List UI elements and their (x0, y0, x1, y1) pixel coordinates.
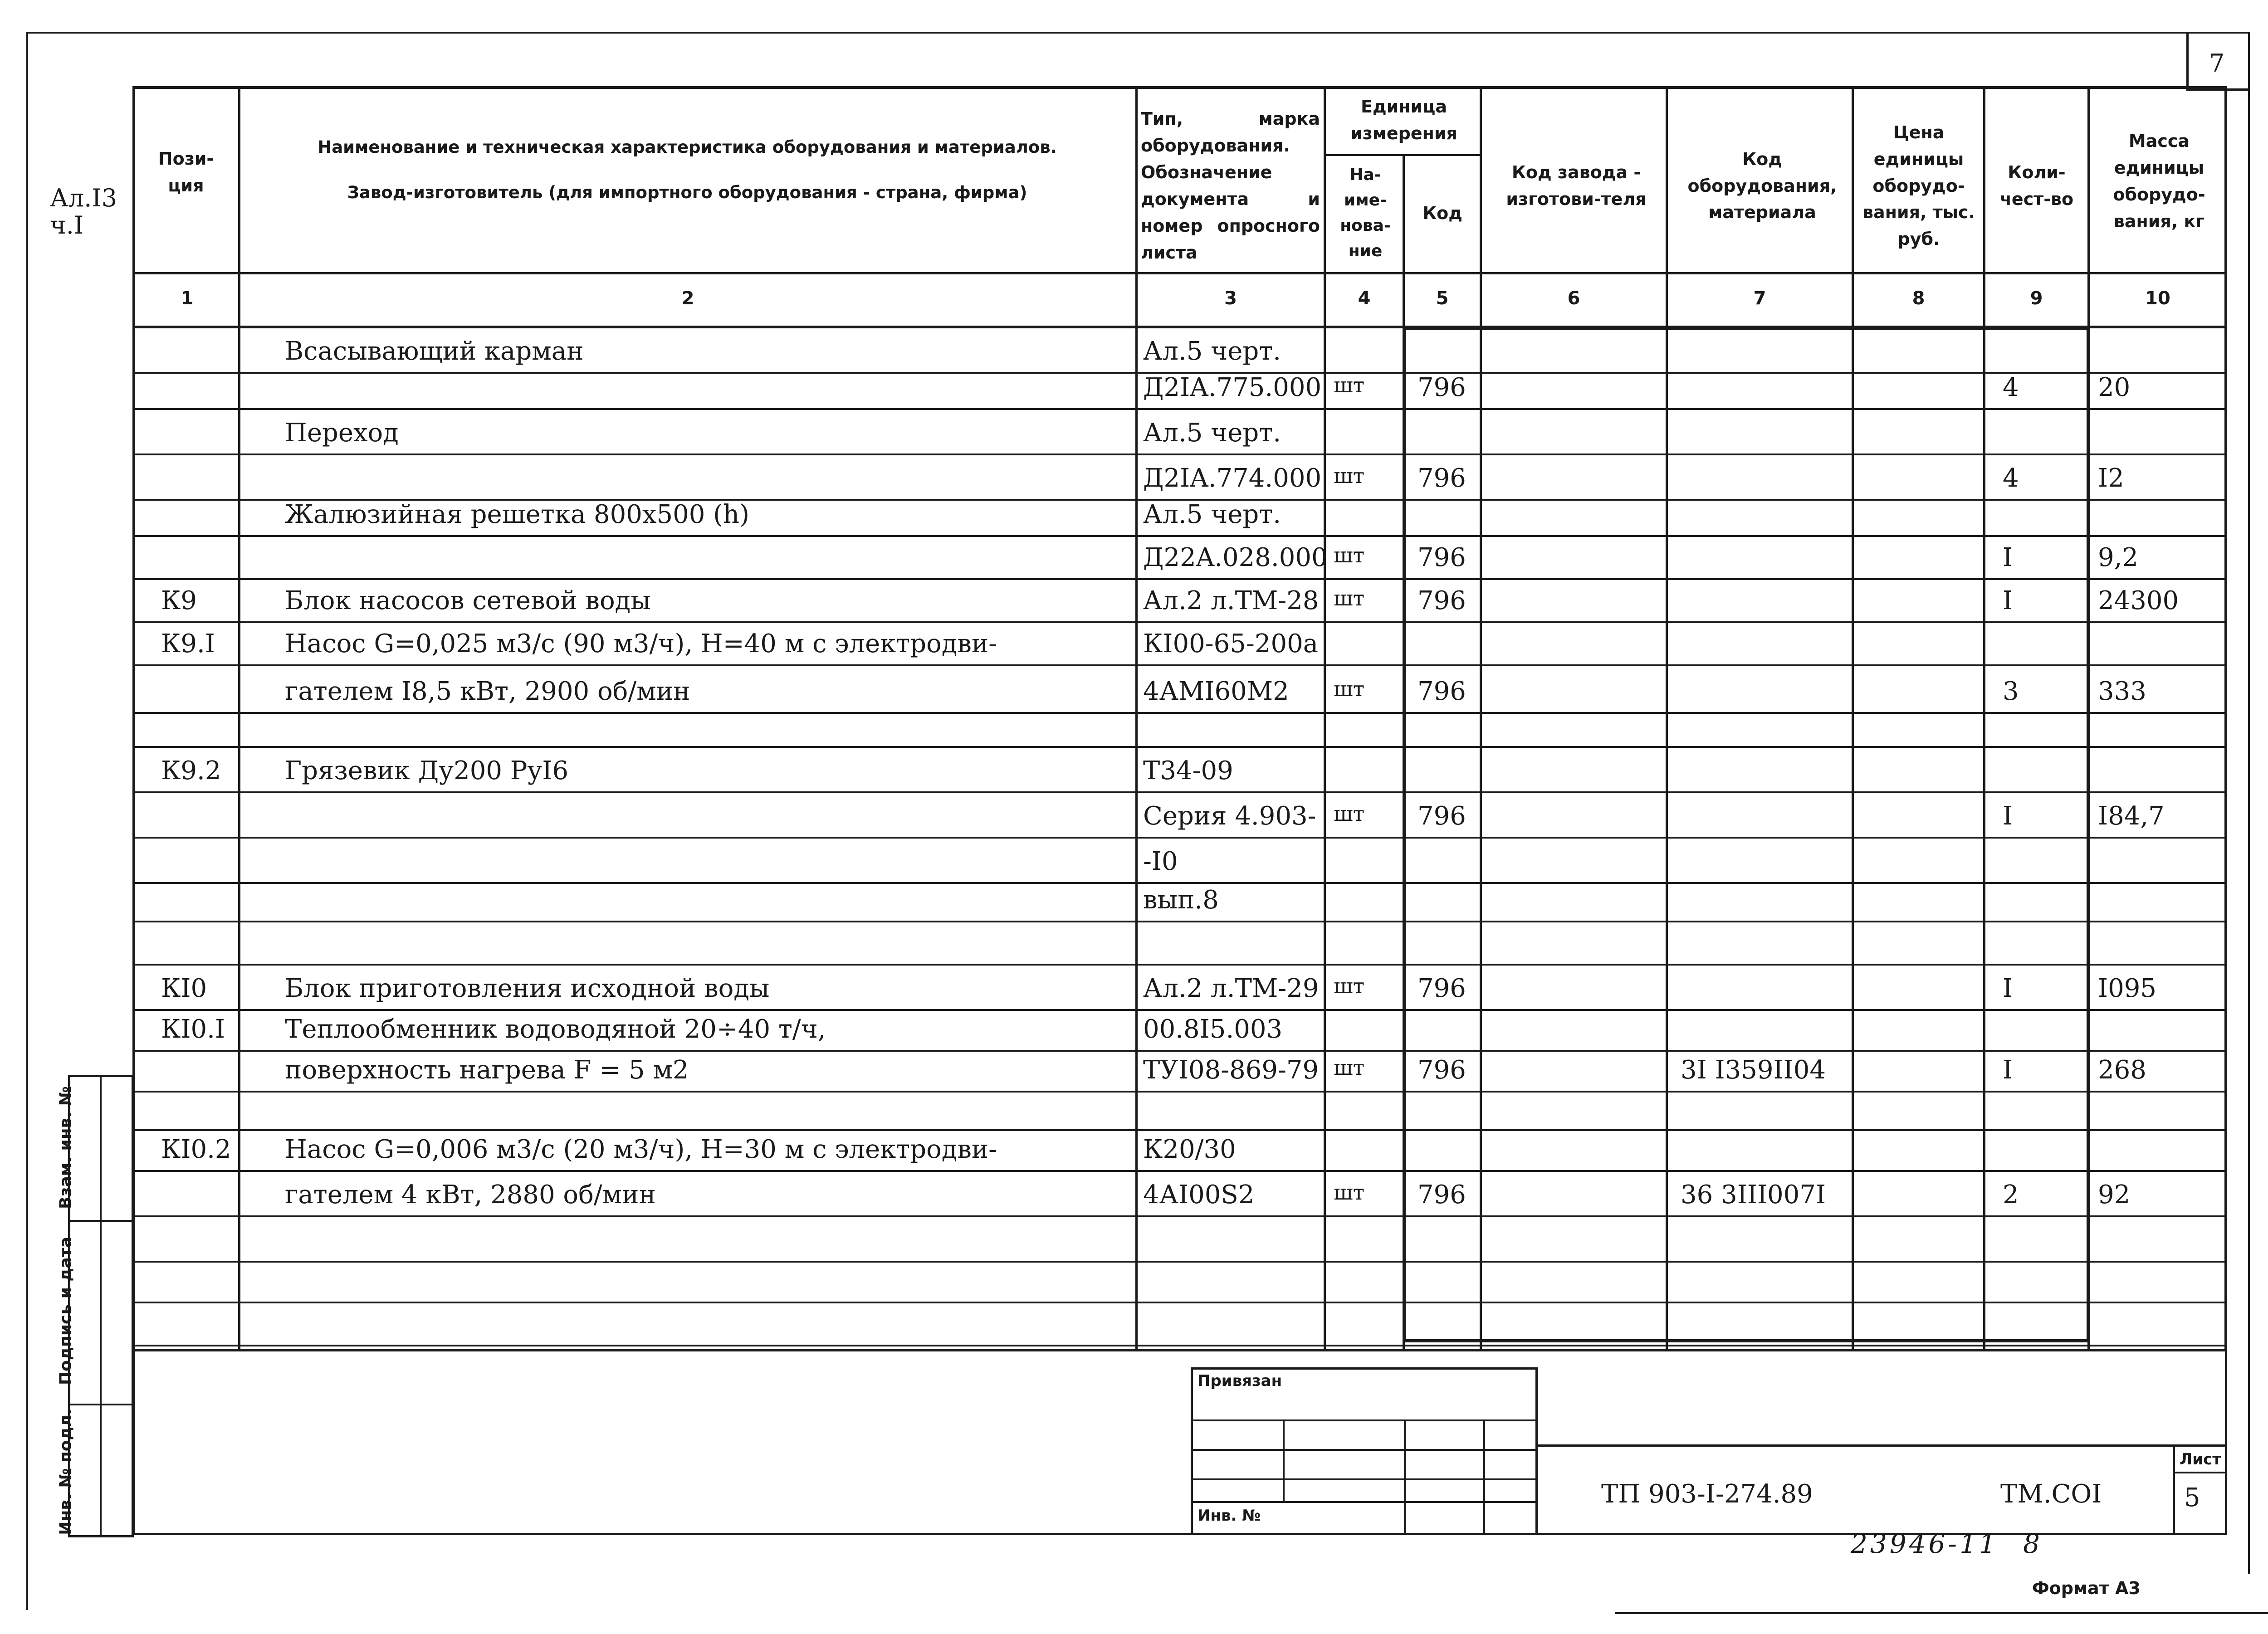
cell-mass: 268 (2098, 1055, 2146, 1085)
side-inv-podl: Инв. № подл. (56, 1409, 75, 1535)
row-separator (132, 1009, 2227, 1011)
cell-pos: КI0.2 (161, 1135, 231, 1164)
cell-code: 796 (1418, 373, 1466, 402)
cell-mass: I095 (2098, 974, 2157, 1003)
header-col7: Код оборудования, материала (1687, 149, 1837, 223)
cell-code: 796 (1418, 543, 1466, 572)
side-sign-date: Подпись и дата (56, 1237, 75, 1385)
cell-name: Блок насосов сетевой воды (285, 586, 651, 615)
row-separator (132, 535, 2227, 537)
row-separator (132, 1091, 2227, 1093)
cell-mass: 333 (2098, 677, 2146, 706)
cell-unit: шт (1334, 974, 1365, 998)
col-line-1 (238, 86, 240, 1351)
colnum-8: 8 (1912, 288, 1925, 309)
page-number: 7 (2209, 49, 2225, 78)
cell-type: -I0 (1143, 847, 1178, 876)
row-separator (132, 578, 2227, 580)
colnum-3: 3 (1224, 288, 1237, 309)
cell-mass: 9,2 (2098, 543, 2139, 572)
sheet-left-line (132, 1347, 135, 1535)
col-line-3 (1324, 86, 1326, 1351)
cell-name: Насос G=0,006 м3/с (20 м3/ч), Н=30 м с электродви- (285, 1135, 997, 1164)
frame-bottom (1615, 1612, 2268, 1614)
cell-qty: 3 (2003, 677, 2019, 706)
row-separator (132, 791, 2227, 793)
row-separator (132, 921, 2227, 922)
cell-name: поверхность нагрева F = 5 м2 (285, 1055, 689, 1085)
cell-name: гателем I8,5 кВт, 2900 об/мин (285, 677, 690, 706)
row-separator (132, 664, 2227, 666)
row-separator (132, 712, 2227, 714)
row-separator (132, 746, 2227, 748)
cell-qty: 2 (2003, 1180, 2019, 1210)
header-col9: Коли-чест-во (1999, 162, 2074, 209)
cell-name: Жалюзийная решетка 800x500 (h) (285, 500, 749, 529)
left-ref: Ал.I3 (50, 184, 117, 212)
cell-code: 796 (1418, 1180, 1466, 1210)
cell-type: Д2IA.775.000 (1143, 373, 1322, 402)
left-part: ч.I (50, 211, 84, 239)
header-col4: На-име-нова-ние (1340, 166, 1391, 260)
cell-qty: I (2003, 586, 2013, 615)
colnum-10: 10 (2145, 288, 2170, 309)
cell-code: 796 (1418, 586, 1466, 615)
cell-name: Грязевик Ду200 РуI6 (285, 756, 569, 785)
cell-type: 4АI00S2 (1143, 1180, 1255, 1210)
cell-type: Ал.5 черт. (1143, 337, 1281, 366)
row-separator (132, 1215, 2227, 1217)
cell-code: 796 (1418, 974, 1466, 1003)
cell-qty: I (2003, 543, 2013, 572)
archive-number: 23946-11 (1851, 1528, 1999, 1559)
doc-mark: ТМ.СОI (2000, 1479, 2102, 1509)
row-separator (132, 882, 2227, 884)
cell-type: Д22A.028.000 (1143, 543, 1328, 572)
cell-unit: шт (1334, 463, 1365, 488)
header-col8: Цена единицы оборудо-вания, тыс. руб. (1862, 122, 1975, 249)
colnum-4: 4 (1358, 288, 1371, 309)
cell-name: Всасывающий карман (285, 337, 584, 366)
privyazan-label: Привязан (1198, 1372, 1282, 1390)
colnum-5: 5 (1436, 288, 1449, 309)
row-separator (132, 1345, 2227, 1346)
row-separator (132, 408, 2227, 410)
colnum-9: 9 (2030, 288, 2043, 309)
cell-code: 796 (1418, 677, 1466, 706)
cell-qty: I (2003, 801, 2013, 831)
cell-unit: шт (1334, 586, 1365, 610)
header-col2-line2: Завод-изготовитель (для импортного оборудования - страна, фирма) (347, 183, 1027, 203)
cell-name: гателем 4 кВт, 2880 об/мин (285, 1180, 656, 1210)
col-line-2 (1135, 86, 1138, 1351)
cell-unit: шт (1334, 801, 1365, 826)
cell-name: Насос G=0,025 м3/с (90 м3/ч), Н=40 м с электродви- (285, 629, 997, 658)
row-separator (132, 1170, 2227, 1172)
frame-top (26, 32, 2249, 34)
doc-code: ТП 903-I-274.89 (1601, 1479, 1813, 1509)
cell-type: Ал.2 л.ТМ-28 (1143, 586, 1319, 615)
cell-qty: I (2003, 974, 2013, 1003)
titleblock-top (1538, 1444, 2227, 1447)
cell-code: 796 (1418, 1055, 1466, 1085)
colnum-6: 6 (1567, 288, 1580, 309)
cell-type: Серия 4.903- (1143, 801, 1316, 831)
header-col45: Единица измерения (1350, 97, 1457, 143)
cell-type: К20/30 (1143, 1135, 1236, 1164)
header-col2-line1: Наименование и техническая характеристика оборудования и материалов. (318, 137, 1057, 157)
cell-qty: 4 (2003, 373, 2019, 402)
frame-left (26, 32, 28, 1610)
cell-code: 796 (1418, 463, 1466, 493)
cell-type: ТУI08-869-79 (1143, 1055, 1319, 1085)
cell-pos: КI0.I (161, 1015, 225, 1044)
cell-type: КI00-65-200а (1143, 629, 1319, 658)
cell-qty: I (2003, 1055, 2013, 1085)
row-separator (132, 454, 2227, 455)
header-col5: Код (1422, 203, 1462, 223)
header-col3: Тип, марка оборудования. Обозначение документа и номер опросного листа (1141, 109, 1320, 263)
list-label: Лист (2180, 1450, 2221, 1468)
header-bottom (132, 272, 2227, 274)
cell-type: 4АМI60М2 (1143, 677, 1289, 706)
row-separator (132, 964, 2227, 966)
header-col6: Код завода - изготови-теля (1506, 162, 1647, 209)
frame-right (2248, 32, 2250, 1574)
header-col1: Пози-ция (158, 149, 214, 195)
cell-mass: I84,7 (2098, 801, 2165, 831)
colnum-7: 7 (1753, 288, 1766, 309)
cell-matcode: 3I I359II04 (1681, 1055, 1826, 1085)
cell-mass: 24300 (2098, 586, 2179, 615)
side-stamp-vline (100, 1075, 102, 1537)
cell-type: вып.8 (1143, 885, 1219, 915)
cell-type: Д2IA.774.000 (1143, 463, 1322, 493)
archive-sheet: 8 (2023, 1528, 2040, 1559)
cell-name: Переход (285, 418, 399, 448)
row-separator (132, 1302, 2227, 1303)
cell-type: 00.8I5.003 (1143, 1015, 1283, 1044)
cell-unit: шт (1334, 1180, 1365, 1205)
cell-unit: шт (1334, 1055, 1365, 1080)
cell-unit: шт (1334, 677, 1365, 701)
cell-type: Ал.2 л.ТМ-29 (1143, 974, 1319, 1003)
cell-unit: шт (1334, 373, 1365, 397)
colnum-bottom (132, 326, 2227, 328)
cell-pos: К9 (161, 586, 197, 615)
format-label: Формат А3 (2032, 1578, 2141, 1598)
cell-name: Теплообменник водоводяной 20÷40 т/ч, (285, 1015, 826, 1044)
cell-mass: 92 (2098, 1180, 2131, 1210)
row-separator (132, 837, 2227, 839)
unit-divider (1324, 154, 1482, 156)
inv-no-label: Инв. № (1198, 1507, 1261, 1525)
list-number: 5 (2184, 1483, 2200, 1512)
header-col10: Масса единицы оборудо-вания, кг (2113, 131, 2205, 231)
cell-pos: К9.2 (161, 756, 221, 785)
cell-mass: 20 (2098, 373, 2131, 402)
cell-name: Блок приготовления исходной воды (285, 974, 770, 1003)
cell-qty: 4 (2003, 463, 2019, 493)
row-separator (132, 621, 2227, 623)
row-separator (132, 1129, 2227, 1131)
colnum-1: 1 (181, 288, 194, 309)
colnum-2: 2 (681, 288, 694, 309)
cell-pos: К9.I (161, 629, 215, 658)
row-separator (132, 1050, 2227, 1052)
side-inv-zam: Взам. инв. № (56, 1086, 75, 1209)
cell-mass: I2 (2098, 463, 2124, 493)
row-separator (132, 1261, 2227, 1263)
cell-code: 796 (1418, 801, 1466, 831)
cell-matcode: 36 3III007I (1681, 1180, 1826, 1210)
cell-unit: шт (1334, 543, 1365, 567)
cell-pos: КI0 (161, 974, 207, 1003)
cell-type: Т34-09 (1143, 756, 1233, 785)
cell-type: Ал.5 черт. (1143, 418, 1281, 448)
cell-type: Ал.5 черт. (1143, 500, 1281, 529)
